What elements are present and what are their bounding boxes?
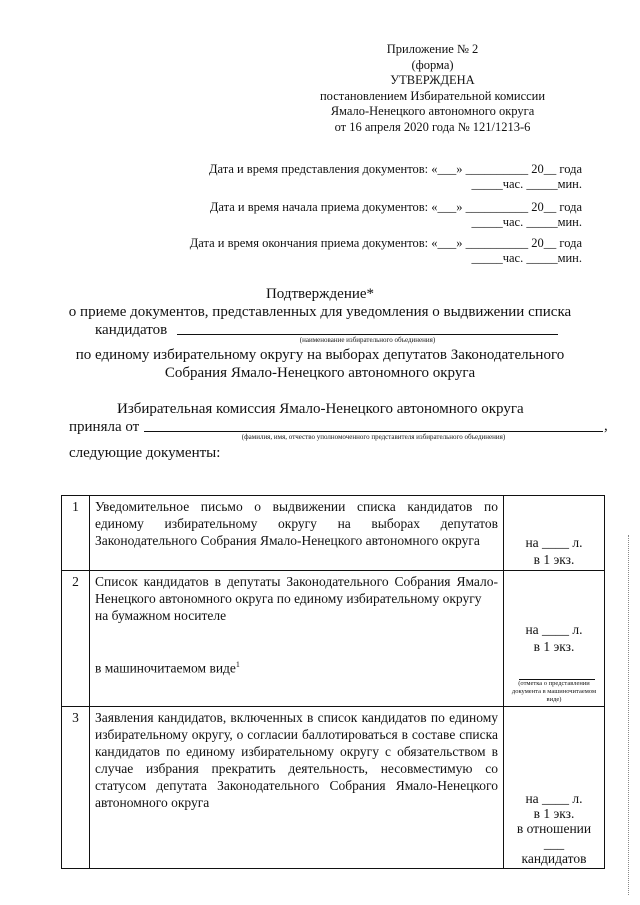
row-quantity: [504, 707, 605, 869]
machine-readable-label: [95, 656, 498, 677]
comma-mark: ,: [604, 418, 608, 434]
start-datetime: [210, 200, 582, 230]
submission-date-label: Дата и время представления документов: «___» __________ 20__ года: [208, 162, 582, 176]
table-row: [62, 707, 605, 869]
title-line-2-prefix: кандидатов: [95, 322, 168, 338]
list-description: Список кандидатов в депутаты Законодательного Собрания Ямало-Ненецкого автономного округа по единому избирательному округу: [95, 574, 498, 606]
machine-readable-text: в машиночитаемом виде: [95, 660, 236, 676]
row-quantity: [504, 571, 605, 707]
end-datetime: [190, 236, 582, 266]
commission-line: Избирательная комиссия Ямало-Ненецкого автономного округа: [117, 401, 524, 417]
documents-table: [61, 495, 605, 869]
footnote-mark: 1: [235, 660, 240, 669]
paper-media-label: на бумажном носителе: [95, 608, 227, 623]
following-documents-label: следующие документы:: [69, 445, 221, 461]
row-number: 1: [62, 496, 90, 571]
title-line-4: Собрания Ямало-Ненецкого автономного округа: [164, 365, 476, 381]
submission-datetime: [209, 162, 582, 192]
start-time-label: _____час. _____мин.: [471, 215, 582, 229]
row-number: 2: [62, 571, 90, 707]
resolution-line: постановлением Избирательной комиссии: [319, 88, 546, 103]
copies-field: в 1 экз.: [533, 639, 575, 654]
document-title: Подтверждение*: [265, 286, 375, 302]
end-date-label: Дата и время окончания приема документов: «___» __________ 20__ года: [189, 236, 582, 250]
representative-name-line: [144, 431, 603, 432]
approval-header: [300, 42, 565, 135]
form-label: (форма): [411, 57, 454, 72]
candidates-count-field: в отношении ___: [516, 821, 592, 851]
copies-field: в 1 экз.: [533, 806, 575, 821]
candidates-label: кандидатов: [521, 851, 587, 866]
pages-field: на ____ л.: [525, 791, 583, 806]
table-row: [62, 571, 605, 707]
row-text: Уведомительное письмо о выдвижении списка кандидатов по единому избирательному округу на выборах депутатов Законодательного Собрания Ямало-Ненецкого автономного округа: [90, 496, 504, 571]
row-number: 3: [62, 707, 90, 869]
representative-caption: (фамилия, имя, отчество уполномоченного представителя избирательного объединения): [241, 433, 506, 441]
table-row: [62, 496, 605, 571]
association-name-caption: (наименование избирательного объединения): [299, 336, 436, 344]
end-time-label: _____час. _____мин.: [471, 251, 582, 265]
pages-field: на ____ л.: [525, 622, 583, 637]
row-text: Заявления кандидатов, включенных в список кандидатов по единому избирательному округу, о согласии баллотироваться в составе списка кандидатов по единому избирательному округу с обязательством в случае избрания прекратить деятельность, несовместимую со статусом депутата Законодательного Собрания Ямало-Ненецкого автономного округа: [90, 707, 504, 869]
pages-field: на ____ л.: [525, 535, 583, 550]
region-line: Ямало-Ненецкого автономного округа: [330, 104, 535, 118]
approved-label: УТВЕРЖДЕНА: [390, 73, 475, 87]
resolution-date: от 16 апреля 2020 года № 121/1213-6: [334, 119, 531, 134]
title-line-1: о приеме документов, представленных для уведомления о выдвижении списка: [68, 304, 572, 320]
accepted-from-label: приняла от: [69, 419, 140, 435]
start-date-label: Дата и время начала приема документов: «___» __________ 20__ года: [209, 200, 582, 214]
scan-edge-mark: [628, 535, 630, 895]
copies-field: в 1 экз.: [533, 552, 575, 567]
machine-readable-note: (отметка о представлении документа в машиночитаемом виде): [511, 680, 597, 703]
submission-time-label: _____час. _____мин.: [471, 177, 582, 191]
row-text: [90, 571, 504, 707]
row-quantity: [504, 496, 605, 571]
appendix-number: Приложение № 2: [386, 42, 479, 56]
title-line-3: по единому избирательному округу на выборах депутатов Законодательного: [75, 347, 565, 363]
association-name-line: [177, 334, 558, 335]
